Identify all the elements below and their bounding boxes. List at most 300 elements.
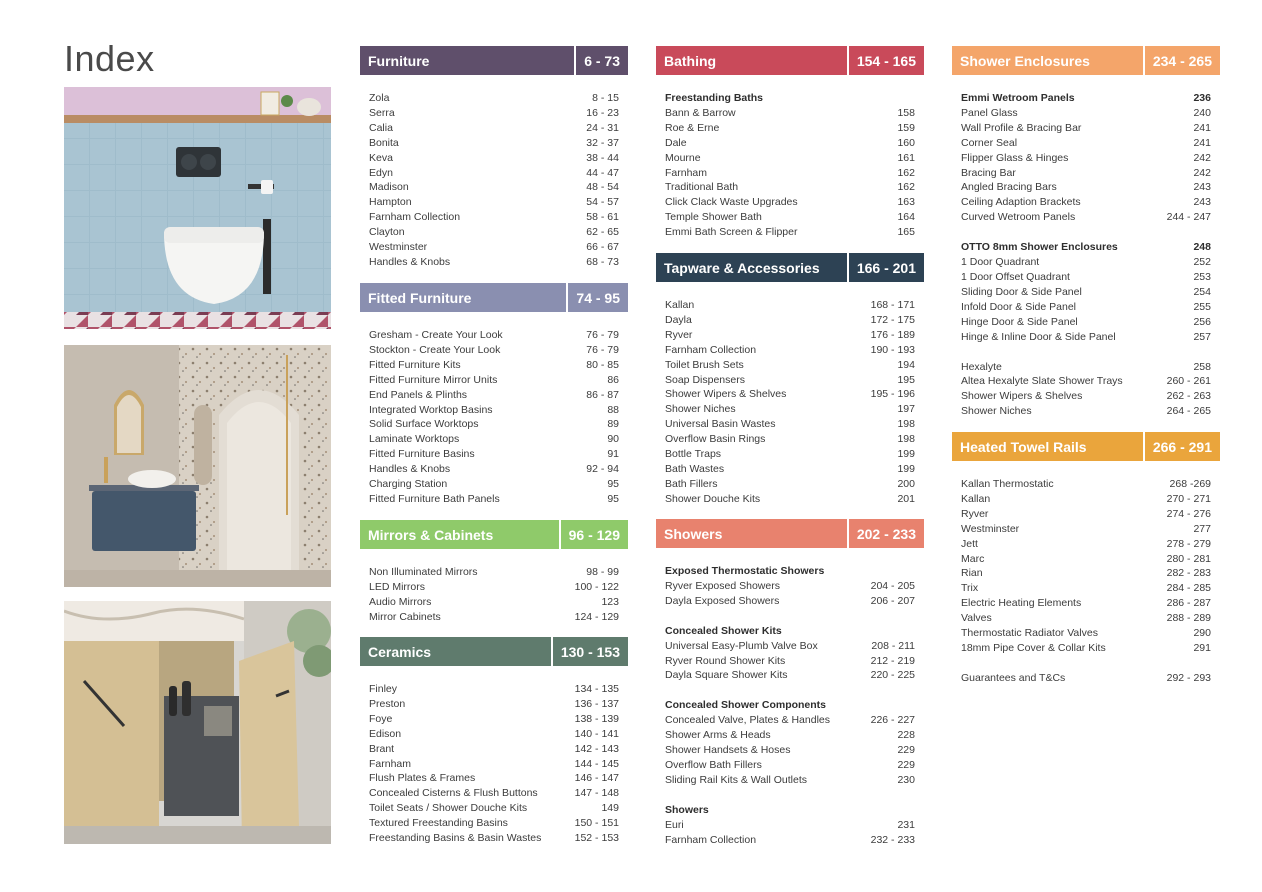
index-entry xyxy=(656,447,924,462)
entry-pages: 292 - 293 xyxy=(1166,671,1211,684)
entry-label: Bann & Barrow xyxy=(665,106,736,119)
entry-pages: 242 xyxy=(1193,166,1211,179)
entry-pages: 253 xyxy=(1193,270,1211,283)
entry-label: Click Clack Waste Upgrades xyxy=(665,196,798,209)
entry-pages: 198 xyxy=(897,418,915,431)
entry-label: Mirror Cabinets xyxy=(369,610,441,623)
entry-pages: 161 xyxy=(897,151,915,164)
index-entry xyxy=(952,166,1220,181)
entry-pages: 268 -269 xyxy=(1169,478,1211,490)
entry-pages: 291 xyxy=(1193,641,1211,654)
section-name: Fitted Furniture xyxy=(368,289,472,306)
index-entry xyxy=(656,594,924,609)
entry-pages: 252 xyxy=(1193,256,1211,269)
entry-label: Dayla Square Shower Kits xyxy=(665,669,788,682)
entry-pages: 38 - 44 xyxy=(586,151,619,164)
entry-pages: 220 - 225 xyxy=(870,669,915,682)
index-entry xyxy=(952,611,1220,626)
section-name: Bathing xyxy=(664,52,717,69)
index-entry xyxy=(360,477,628,492)
entry-label: 1 Door Quadrant xyxy=(961,256,1040,269)
entry-label: Dale xyxy=(665,136,687,149)
index-entry xyxy=(360,580,628,595)
entry-pages: 243 xyxy=(1193,181,1211,194)
entry-pages: 152 - 153 xyxy=(574,832,619,845)
entry-pages: 150 - 151 xyxy=(574,817,619,830)
section-showers xyxy=(656,519,924,848)
entry-label: Dayla xyxy=(665,313,692,326)
index-entry xyxy=(952,477,1220,492)
index-entry xyxy=(952,389,1220,404)
entry-pages: 254 xyxy=(1193,285,1211,298)
entry-pages: 16 - 23 xyxy=(586,106,619,119)
entry-pages: 32 - 37 xyxy=(586,136,619,149)
section-ceramics xyxy=(360,637,628,846)
entry-label: Keva xyxy=(369,151,393,164)
index-entry xyxy=(656,328,924,343)
entry-label: Trix xyxy=(961,582,979,595)
index-entry xyxy=(656,151,924,166)
entry-label: Concealed Valve, Plates & Handles xyxy=(665,714,830,727)
spacer xyxy=(656,609,924,624)
entry-label: Sliding Door & Side Panel xyxy=(961,285,1082,298)
index-entry xyxy=(656,402,924,417)
section-items xyxy=(952,477,1220,686)
entry-pages: 195 - 196 xyxy=(870,388,915,401)
entry-pages: 243 xyxy=(1193,196,1211,209)
entry-label: Mourne xyxy=(665,151,701,164)
entry-pages: 95 xyxy=(607,478,619,491)
index-entry xyxy=(656,639,924,654)
section-tapware-accessories xyxy=(656,253,924,507)
entry-pages: 277 xyxy=(1193,522,1211,535)
section-pages: 234 - 265 xyxy=(1143,46,1220,75)
index-subheading xyxy=(656,564,924,579)
index-subheading xyxy=(656,803,924,818)
entry-label: Hinge & Inline Door & Side Panel xyxy=(961,330,1116,343)
index-entry xyxy=(656,387,924,402)
entry-label: Kallan Thermostatic xyxy=(961,478,1054,490)
entry-label: Brant xyxy=(369,742,395,755)
entry-label: Ryver Round Shower Kits xyxy=(665,654,786,667)
index-entry xyxy=(360,697,628,712)
section-shower-enclosures xyxy=(952,46,1220,419)
entry-label: Farnham xyxy=(369,757,412,770)
section-name: Showers xyxy=(664,525,723,542)
entry-pages: 212 - 219 xyxy=(870,654,915,667)
spacer xyxy=(656,788,924,803)
index-subheading xyxy=(952,91,1220,106)
entry-label: Hexalyte xyxy=(961,360,1002,373)
index-entry xyxy=(656,298,924,313)
index-entry xyxy=(656,833,924,848)
index-entry xyxy=(360,343,628,358)
index-entry xyxy=(952,596,1220,611)
entry-label: Calia xyxy=(369,121,393,134)
entry-label: Edison xyxy=(369,727,402,740)
entry-label: Altea Hexalyte Slate Shower Trays xyxy=(961,375,1123,388)
section-pages: 96 - 129 xyxy=(559,520,628,549)
entry-pages: 44 - 47 xyxy=(586,166,619,179)
entry-label: Shower Douche Kits xyxy=(665,492,761,505)
index-entry xyxy=(360,816,628,831)
entry-label: Traditional Bath xyxy=(665,181,739,194)
index-entry xyxy=(952,195,1220,210)
entry-pages: 230 xyxy=(897,773,915,786)
index-entry xyxy=(656,343,924,358)
entry-label: Guarantees and T&Cs xyxy=(961,671,1066,684)
entry-pages: 62 - 65 xyxy=(586,226,619,239)
index-entry xyxy=(360,403,628,418)
entry-label: Kallan xyxy=(961,492,991,505)
entry-label: 1 Door Offset Quadrant xyxy=(961,270,1070,283)
entry-pages: 242 xyxy=(1193,151,1211,164)
entry-pages: 48 - 54 xyxy=(586,181,619,194)
index-entry xyxy=(656,492,924,507)
entry-label: Clayton xyxy=(369,226,405,239)
entry-pages: 88 xyxy=(607,403,619,416)
index-entry xyxy=(952,151,1220,166)
entry-pages: 100 - 122 xyxy=(574,580,619,593)
index-entry xyxy=(360,151,628,166)
index-entry xyxy=(360,195,628,210)
index-entry xyxy=(360,255,628,270)
entry-label: Zola xyxy=(369,92,390,104)
entry-pages: 98 - 99 xyxy=(586,566,619,578)
section-items xyxy=(656,298,924,507)
index-entry xyxy=(952,522,1220,537)
index-entry xyxy=(360,447,628,462)
entry-label: Bath Wastes xyxy=(665,462,725,475)
entry-label: Farnham xyxy=(665,166,708,179)
index-entry xyxy=(656,136,924,151)
entry-label: Westminster xyxy=(369,241,428,254)
index-entry xyxy=(360,771,628,786)
index-entry xyxy=(360,595,628,610)
entry-pages: 176 - 189 xyxy=(870,328,915,341)
section-bathing xyxy=(656,46,924,240)
section-name: Shower Enclosures xyxy=(960,52,1090,69)
entry-label: Ryver Exposed Showers xyxy=(665,579,780,592)
index-entry xyxy=(360,831,628,846)
section-header xyxy=(656,253,924,282)
entry-label: Ryver xyxy=(665,328,693,341)
entry-pages: 138 - 139 xyxy=(574,712,619,725)
photo-terrazzo-vanity xyxy=(64,345,331,587)
entry-label: Shower Niches xyxy=(665,403,736,416)
entry-label: Gresham - Create Your Look xyxy=(369,329,503,341)
index-entry xyxy=(952,552,1220,567)
entry-label: Shower Wipers & Shelves xyxy=(665,388,787,401)
section-furniture xyxy=(360,46,628,270)
index-entry xyxy=(656,166,924,181)
entry-label: OTTO 8mm Shower Enclosures xyxy=(961,241,1118,254)
page-title: Index xyxy=(64,38,155,79)
section-name: Furniture xyxy=(368,52,430,69)
section-name: Heated Towel Rails xyxy=(960,438,1087,455)
entry-label: Toilet Seats / Shower Douche Kits xyxy=(369,802,528,815)
entry-pages: 144 - 145 xyxy=(574,757,619,770)
entry-pages: 248 xyxy=(1193,241,1211,254)
index-entry xyxy=(360,180,628,195)
entry-pages: 195 xyxy=(897,373,915,386)
section-header xyxy=(360,46,628,75)
entry-label: Universal Easy-Plumb Valve Box xyxy=(665,639,818,652)
spacer xyxy=(952,225,1220,240)
entry-pages: 66 - 67 xyxy=(586,241,619,254)
entry-pages: 231 xyxy=(897,818,915,831)
entry-label: Serra xyxy=(369,106,395,119)
entry-label: Bottle Traps xyxy=(665,448,722,461)
entry-pages: 76 - 79 xyxy=(586,343,619,356)
index-entry xyxy=(952,537,1220,552)
entry-label: Laminate Worktops xyxy=(369,433,460,446)
entry-pages: 286 - 287 xyxy=(1166,597,1211,610)
entry-label: Integrated Worktop Basins xyxy=(369,403,493,416)
entry-label: Handles & Knobs xyxy=(369,255,451,268)
entry-label: Emmi Wetroom Panels xyxy=(961,92,1075,104)
section-header xyxy=(656,46,924,75)
entry-label: Handles & Knobs xyxy=(369,463,451,476)
entry-label: 18mm Pipe Cover & Collar Kits xyxy=(961,641,1106,654)
section-items xyxy=(952,91,1220,419)
entry-label: Concealed Cisterns & Flush Buttons xyxy=(369,787,538,800)
index-entry xyxy=(952,507,1220,522)
section-name: Mirrors & Cabinets xyxy=(368,526,494,543)
index-entry xyxy=(952,180,1220,195)
index-entry xyxy=(952,492,1220,507)
index-subheading xyxy=(656,698,924,713)
entry-label: LED Mirrors xyxy=(369,580,426,593)
entry-pages: 86 xyxy=(607,373,619,386)
index-entry xyxy=(360,462,628,477)
index-entry xyxy=(360,358,628,373)
index-entry xyxy=(952,210,1220,225)
entry-label: Fitted Furniture Mirror Units xyxy=(369,373,498,386)
section-items xyxy=(360,328,628,507)
index-entry xyxy=(360,682,628,697)
index-entry xyxy=(360,121,628,136)
entry-label: Fitted Furniture Kits xyxy=(369,358,461,371)
index-entry xyxy=(952,671,1220,686)
entry-pages: 244 - 247 xyxy=(1166,211,1211,224)
entry-label: Hampton xyxy=(369,196,412,209)
entry-label: Marc xyxy=(961,552,985,565)
section-items xyxy=(360,682,628,846)
index-entry xyxy=(360,757,628,772)
section-pages: 74 - 95 xyxy=(566,283,628,312)
section-pages: 130 - 153 xyxy=(551,637,628,666)
index-entry xyxy=(656,417,924,432)
entry-label: Curved Wetroom Panels xyxy=(961,211,1076,224)
entry-pages: 226 - 227 xyxy=(870,714,915,727)
entry-pages: 197 xyxy=(897,403,915,416)
index-entry xyxy=(360,225,628,240)
index-entry xyxy=(656,210,924,225)
index-entry xyxy=(360,742,628,757)
entry-pages: 136 - 137 xyxy=(574,697,619,710)
entry-pages: 232 - 233 xyxy=(870,833,915,846)
index-entry xyxy=(360,166,628,181)
index-entry xyxy=(656,432,924,447)
entry-pages: 92 - 94 xyxy=(586,463,619,476)
entry-pages: 123 xyxy=(601,595,619,608)
entry-label: Non Illuminated Mirrors xyxy=(369,566,478,578)
index-entry xyxy=(952,121,1220,136)
index-entry xyxy=(656,773,924,788)
entry-label: Panel Glass xyxy=(961,106,1018,119)
index-entry xyxy=(952,300,1220,315)
entry-pages: 228 xyxy=(897,729,915,742)
photo-wood-vanity-drawer xyxy=(64,601,331,844)
entry-pages: 147 - 148 xyxy=(574,787,619,800)
index-entry xyxy=(952,581,1220,596)
index-entry xyxy=(360,417,628,432)
entry-label: Shower Wipers & Shelves xyxy=(961,390,1083,403)
entry-pages: 142 - 143 xyxy=(574,742,619,755)
index-entry xyxy=(952,285,1220,300)
index-entry xyxy=(656,106,924,121)
index-entry xyxy=(656,462,924,477)
entry-pages: 284 - 285 xyxy=(1166,582,1211,595)
index-entry xyxy=(656,758,924,773)
entry-pages: 90 xyxy=(607,433,619,446)
spacer xyxy=(656,683,924,698)
index-entry xyxy=(360,373,628,388)
entry-label: Dayla Exposed Showers xyxy=(665,594,780,607)
section-header xyxy=(952,432,1220,461)
entry-label: Concealed Shower Kits xyxy=(665,624,782,637)
index-entry xyxy=(952,566,1220,581)
entry-label: Overflow Basin Rings xyxy=(665,433,766,446)
index-entry xyxy=(360,328,628,343)
index-entry xyxy=(952,626,1220,641)
entry-pages: 241 xyxy=(1193,136,1211,149)
index-entry xyxy=(656,373,924,388)
entry-pages: 162 xyxy=(897,181,915,194)
section-pages: 6 - 73 xyxy=(574,46,628,75)
section-name: Ceramics xyxy=(368,643,432,660)
section-header xyxy=(656,519,924,548)
entry-pages: 278 - 279 xyxy=(1166,537,1211,550)
entry-pages: 198 xyxy=(897,433,915,446)
entry-label: Valves xyxy=(961,612,992,625)
entry-label: Shower Handsets & Hoses xyxy=(665,744,791,757)
index-entry xyxy=(656,728,924,743)
entry-label: End Panels & Plinths xyxy=(369,388,468,401)
photo-wall-hung-toilet xyxy=(64,87,331,329)
entry-pages: 200 xyxy=(897,477,915,490)
index-entry xyxy=(360,565,628,580)
entry-label: Stockton - Create Your Look xyxy=(369,343,501,356)
entry-label: Showers xyxy=(665,803,709,816)
section-items xyxy=(360,91,628,270)
entry-pages: 24 - 31 xyxy=(586,121,619,134)
index-entry xyxy=(656,180,924,195)
index-entry xyxy=(952,330,1220,345)
entry-pages: 68 - 73 xyxy=(586,255,619,268)
index-entry xyxy=(952,106,1220,121)
entry-label: Flipper Glass & Hinges xyxy=(961,151,1069,164)
section-header xyxy=(360,283,628,312)
entry-label: Shower Niches xyxy=(961,405,1032,418)
index-subheading xyxy=(656,624,924,639)
entry-label: Freestanding Basins & Basin Wastes xyxy=(369,832,542,845)
section-header xyxy=(360,520,628,549)
entry-pages: 274 - 276 xyxy=(1166,507,1211,520)
entry-label: Westminster xyxy=(961,522,1020,535)
index-entry xyxy=(656,313,924,328)
section-items xyxy=(656,91,924,240)
entry-pages: 264 - 265 xyxy=(1166,405,1211,418)
entry-pages: 282 - 283 xyxy=(1166,567,1211,580)
entry-label: Madison xyxy=(369,181,409,194)
section-items xyxy=(656,564,924,848)
index-entry xyxy=(360,712,628,727)
entry-label: Sliding Rail Kits & Wall Outlets xyxy=(665,773,807,786)
entry-pages: 290 xyxy=(1193,627,1211,640)
entry-label: Flush Plates & Frames xyxy=(369,772,476,785)
section-header xyxy=(360,637,628,666)
section-header xyxy=(952,46,1220,75)
entry-pages: 140 - 141 xyxy=(574,727,619,740)
index-entry xyxy=(360,492,628,507)
entry-pages: 199 xyxy=(897,448,915,461)
index-entry xyxy=(360,388,628,403)
entry-pages: 134 - 135 xyxy=(574,683,619,695)
index-entry xyxy=(656,195,924,210)
entry-pages: 160 xyxy=(897,136,915,149)
index-subheading xyxy=(952,240,1220,255)
entry-pages: 89 xyxy=(607,418,619,431)
entry-label: Soap Dispensers xyxy=(665,373,745,386)
entry-pages: 163 xyxy=(897,196,915,209)
section-mirrors-cabinets xyxy=(360,520,628,625)
entry-pages: 168 - 171 xyxy=(870,299,915,311)
entry-label: Exposed Thermostatic Showers xyxy=(665,565,825,577)
entry-label: Charging Station xyxy=(369,478,448,491)
entry-label: Bracing Bar xyxy=(961,166,1016,179)
index-entry xyxy=(656,121,924,136)
entry-label: Ryver xyxy=(961,507,989,520)
entry-label: Solid Surface Worktops xyxy=(369,418,479,431)
entry-label: Temple Shower Bath xyxy=(665,211,762,224)
entry-label: Farnham Collection xyxy=(665,833,757,846)
index-entry xyxy=(952,374,1220,389)
entry-pages: 80 - 85 xyxy=(586,358,619,371)
entry-pages: 241 xyxy=(1193,121,1211,134)
index-entry xyxy=(360,210,628,225)
entry-pages: 54 - 57 xyxy=(586,196,619,209)
entry-label: Jett xyxy=(961,537,978,550)
entry-label: Hinge Door & Side Panel xyxy=(961,315,1078,328)
index-entry xyxy=(952,404,1220,419)
entry-pages: 91 xyxy=(607,448,619,461)
section-pages: 266 - 291 xyxy=(1143,432,1220,461)
entry-label: Preston xyxy=(369,697,406,710)
entry-pages: 256 xyxy=(1193,315,1211,328)
entry-label: Electric Heating Elements xyxy=(961,597,1082,610)
index-entry xyxy=(360,136,628,151)
index-entry xyxy=(952,270,1220,285)
section-fitted-furniture xyxy=(360,283,628,507)
entry-pages: 255 xyxy=(1193,300,1211,313)
entry-pages: 159 xyxy=(897,121,915,134)
entry-label: Edyn xyxy=(369,166,393,179)
index-entry xyxy=(360,610,628,625)
entry-pages: 206 - 207 xyxy=(870,594,915,607)
entry-label: Overflow Bath Fillers xyxy=(665,758,762,771)
